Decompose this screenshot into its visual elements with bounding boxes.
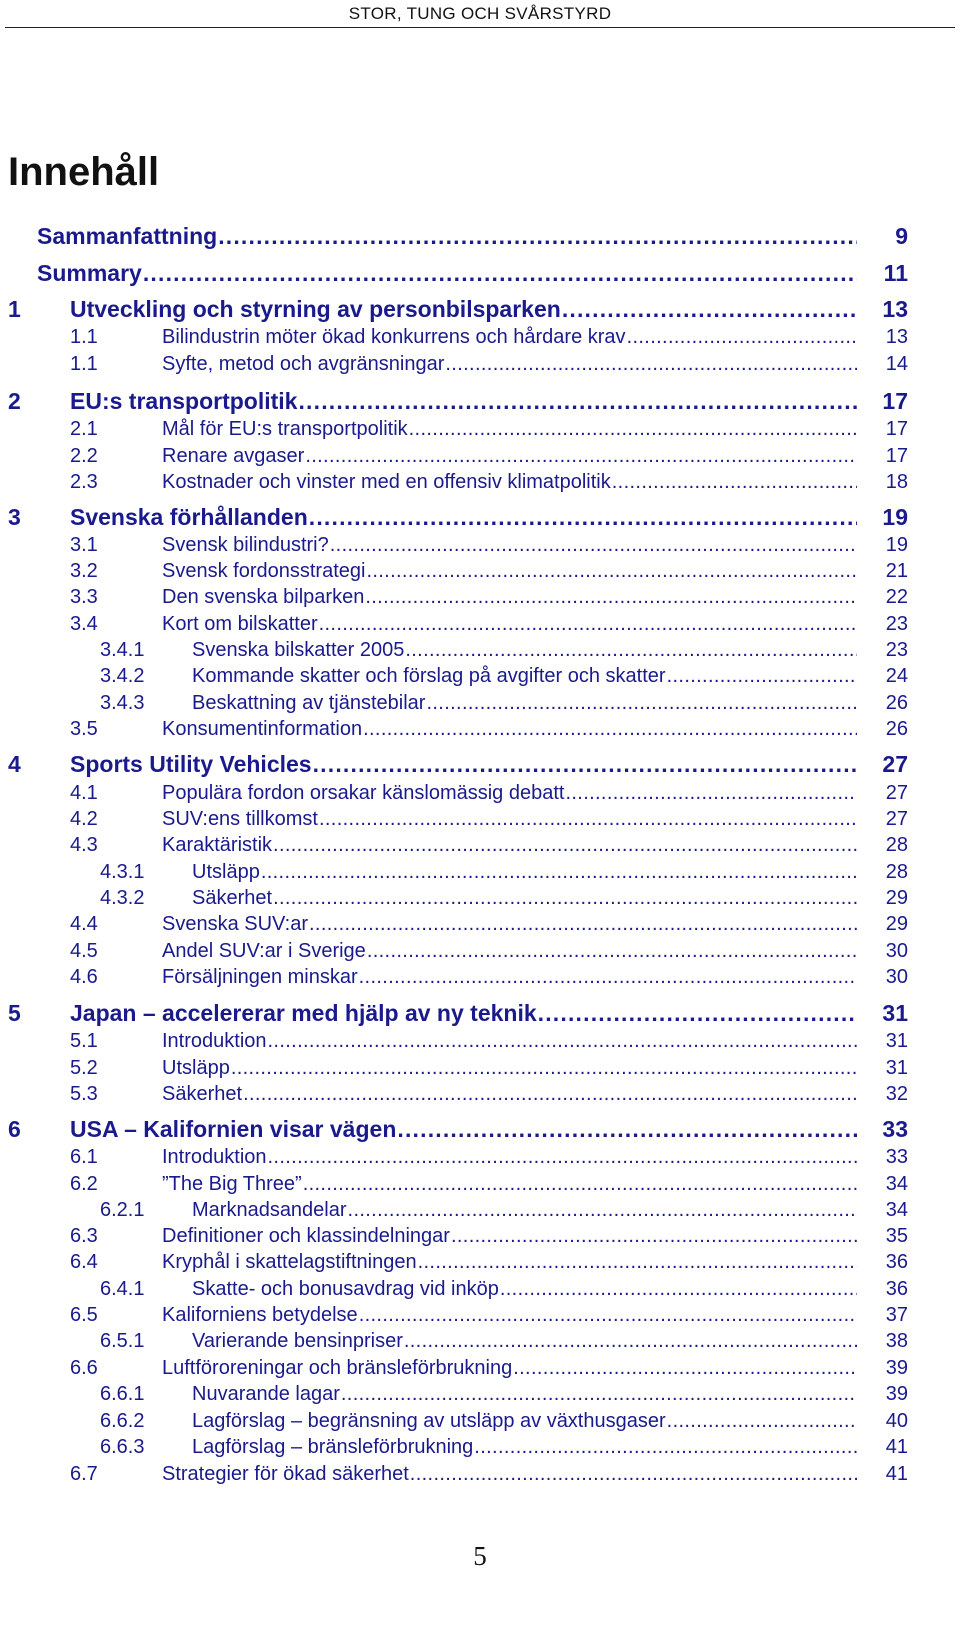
header-rule <box>5 27 955 28</box>
toc-entry-number: 5 <box>8 1000 21 1026</box>
toc-leader-dots <box>319 613 857 636</box>
toc-entry-label: Svensk fordonsstrategi <box>162 560 366 582</box>
toc-entry[interactable] <box>0 1246 960 1274</box>
toc-entry-label: Lagförslag – begränsning av utsläpp av växthusgaser <box>192 1410 666 1432</box>
toc-entry-number: 6 <box>8 1116 21 1142</box>
toc-entry-number: 4.4 <box>70 913 98 935</box>
toc-leader-dots <box>426 692 857 715</box>
toc-entry-page: 19 <box>882 504 908 530</box>
toc-entry-label: Definitioner och klassindelningar <box>162 1225 450 1247</box>
toc-entry-number: 5.3 <box>70 1083 98 1105</box>
toc-entry-label: Strategier för ökad säkerhet <box>162 1463 409 1485</box>
toc-entry-number: 1.1 <box>70 326 98 348</box>
toc-entry-label: Utsläpp <box>162 1057 230 1079</box>
toc-entry[interactable] <box>0 803 960 831</box>
toc-entry[interactable] <box>0 634 960 662</box>
toc-entry-label: Syfte, metod och avgränsningar <box>162 353 445 375</box>
toc-entry-label: Nuvarande lagar <box>192 1383 340 1405</box>
toc-entry-page: 32 <box>885 1083 908 1105</box>
toc-leader-dots <box>366 560 857 583</box>
toc-entry[interactable] <box>0 1273 960 1301</box>
toc-entry-number: 3.2 <box>70 560 98 582</box>
toc-entry-number: 4.2 <box>70 808 98 830</box>
toc-leader-dots <box>562 296 857 323</box>
toc-entry[interactable] <box>0 291 960 323</box>
toc-entry[interactable] <box>0 529 960 557</box>
toc-leader-dots <box>231 1057 857 1080</box>
toc-entry[interactable] <box>0 1111 960 1143</box>
toc-entry-page: 36 <box>885 1278 908 1300</box>
toc-entry-label: Svensk bilindustri? <box>162 534 329 556</box>
toc-entry[interactable] <box>0 555 960 583</box>
toc-entry[interactable] <box>0 1352 960 1380</box>
toc-leader-dots <box>305 445 857 468</box>
toc-entry[interactable] <box>0 413 960 441</box>
toc-entry-number: 3.3 <box>70 586 98 608</box>
toc-entry-label: Renare avgaser <box>162 445 305 467</box>
toc-entry-page: 41 <box>885 1463 908 1485</box>
toc-entry-label: Mål för EU:s transportpolitik <box>162 418 408 440</box>
toc-entry[interactable] <box>0 1141 960 1169</box>
toc-entry-page: 23 <box>885 639 908 661</box>
toc-entry-page: 24 <box>885 665 908 687</box>
toc-entry[interactable] <box>0 1299 960 1327</box>
toc-entry-page: 30 <box>885 966 908 988</box>
toc-leader-dots <box>405 639 857 662</box>
toc-entry-label: Kryphål i skattelagstiftningen <box>162 1251 417 1273</box>
toc-leader-dots <box>143 260 857 287</box>
toc-leader-dots <box>261 861 857 884</box>
running-header: STOR, TUNG OCH SVÅRSTYRD <box>348 4 612 23</box>
toc-entry-page: 33 <box>882 1116 908 1142</box>
toc-entry-number: 4.3.2 <box>100 887 145 909</box>
toc-entry-page: 34 <box>885 1199 908 1221</box>
toc-entry-label: Marknadsandelar <box>192 1199 347 1221</box>
toc-leader-dots <box>341 1383 857 1406</box>
toc-entry-label: Svenska bilskatter 2005 <box>192 639 405 661</box>
toc-entry-number: 4.6 <box>70 966 98 988</box>
toc-entry-label: Den svenska bilparken <box>162 586 365 608</box>
toc-entry[interactable] <box>0 995 960 1027</box>
toc-leader-dots <box>243 1083 857 1106</box>
toc-entry-page: 23 <box>885 613 908 635</box>
toc-entry-label: Luftföroreningar och bränsleförbrukning <box>162 1357 513 1379</box>
toc-leader-dots <box>397 1116 857 1143</box>
toc-entry-label: Sports Utility Vehicles <box>70 751 312 777</box>
toc-entry[interactable] <box>0 321 960 349</box>
toc-entry-number: 6.5 <box>70 1304 98 1326</box>
page-number: 5 <box>473 1541 487 1571</box>
toc-entry-page: 18 <box>885 471 908 493</box>
toc-entry-label: Karaktäristik <box>162 834 273 856</box>
toc-leader-dots <box>303 1173 857 1196</box>
toc-entry-page: 26 <box>885 718 908 740</box>
toc-entry-label: Kort om bilskatter <box>162 613 318 635</box>
toc-entry[interactable] <box>0 713 960 741</box>
toc-leader-dots <box>500 1278 857 1301</box>
toc-entry-number: 3.4.2 <box>100 665 145 687</box>
toc-leader-dots <box>273 887 857 910</box>
toc-entry-number: 6.1 <box>70 1146 98 1168</box>
toc-entry[interactable] <box>0 1025 960 1053</box>
toc-entry-page: 31 <box>885 1030 908 1052</box>
toc-entry-page: 36 <box>885 1251 908 1273</box>
toc-entry-page: 27 <box>882 751 908 777</box>
toc-entry-number: 6.6.3 <box>100 1436 145 1458</box>
toc-entry[interactable] <box>0 1431 960 1459</box>
toc-entry-number: 1.1 <box>70 353 98 375</box>
toc-leader-dots <box>359 966 857 989</box>
toc-entry-number: 6.7 <box>70 1463 98 1485</box>
toc-entry-number: 6.5.1 <box>100 1330 145 1352</box>
toc-entry-page: 29 <box>885 913 908 935</box>
toc-entry-label: USA – Kalifornien visar vägen <box>70 1116 397 1142</box>
toc-leader-dots <box>319 808 857 831</box>
toc-entry[interactable] <box>0 1378 960 1406</box>
toc-entry-number: 3.4 <box>70 613 98 635</box>
toc-leader-dots <box>268 1030 857 1053</box>
toc-leader-dots <box>418 1251 857 1274</box>
toc-entry-label: ”The Big Three” <box>162 1173 302 1195</box>
toc-entry[interactable] <box>0 1078 960 1106</box>
toc-entry[interactable] <box>0 935 960 963</box>
toc-entry-number: 5.2 <box>70 1057 98 1079</box>
toc-entry-number: 5.1 <box>70 1030 98 1052</box>
toc-leader-dots <box>627 326 857 349</box>
toc-leader-dots <box>565 782 857 805</box>
toc-entry-number: 2.1 <box>70 418 98 440</box>
toc-entry-number: 4.3 <box>70 834 98 856</box>
toc-entry-label: Beskattning av tjänstebilar <box>192 692 426 714</box>
toc-leader-dots <box>348 1199 857 1222</box>
toc-entry-number: 1 <box>8 296 21 322</box>
toc-entry-page: 14 <box>885 353 908 375</box>
toc-entry-page: 26 <box>885 692 908 714</box>
toc-entry-page: 40 <box>885 1410 908 1432</box>
toc-entry-label: Utveckling och styrning av personbilsparken <box>70 296 561 322</box>
toc-entry-page: 22 <box>885 586 908 608</box>
toc-leader-dots <box>474 1436 857 1459</box>
toc-entry-page: 17 <box>885 418 908 440</box>
toc-leader-dots <box>330 534 857 557</box>
toc-entry[interactable] <box>0 1052 960 1080</box>
toc-entry-label: SUV:ens tillkomst <box>162 808 318 830</box>
toc-entry-page: 19 <box>885 534 908 556</box>
toc-entry-page: 31 <box>885 1057 908 1079</box>
toc-entry-number: 3.1 <box>70 534 98 556</box>
toc-entry-label: Svenska förhållanden <box>70 504 308 530</box>
toc-entry[interactable] <box>0 687 960 715</box>
toc-leader-dots <box>309 913 857 936</box>
toc-entry-label: Introduktion <box>162 1030 267 1052</box>
toc-entry-number: 4.5 <box>70 940 98 962</box>
toc-entry[interactable] <box>0 348 960 376</box>
toc-entry-number: 3.4.1 <box>100 639 145 661</box>
toc-entry-page: 28 <box>885 834 908 856</box>
toc-entry-label: Försäljningen minskar <box>162 966 358 988</box>
toc-entry-number: 6.3 <box>70 1225 98 1247</box>
toc-leader-dots <box>218 223 857 250</box>
toc-leader-dots <box>513 1357 857 1380</box>
toc-entry[interactable] <box>0 1458 960 1486</box>
toc-entry-page: 13 <box>882 296 908 322</box>
toc-entry-number: 6.6 <box>70 1357 98 1379</box>
toc-entry-page: 31 <box>882 1000 908 1026</box>
toc-entry-label: Varierande bensinpriser <box>192 1330 403 1352</box>
toc-entry-page: 38 <box>885 1330 908 1352</box>
toc-entry-label: Populära fordon orsakar känslomässig debatt <box>162 782 565 804</box>
toc-entry-number: 3.4.3 <box>100 692 145 714</box>
toc-entry-page: 30 <box>885 940 908 962</box>
toc-entry-label: Japan – accelererar med hjälp av ny teknik <box>70 1000 537 1026</box>
toc-entry-label: Utsläpp <box>192 861 260 883</box>
toc-entry[interactable] <box>0 255 960 287</box>
toc-leader-dots <box>367 940 857 963</box>
toc-entry-page: 41 <box>885 1436 908 1458</box>
toc-entry-label: Introduktion <box>162 1146 267 1168</box>
toc-entry-page: 28 <box>885 861 908 883</box>
toc-entry-number: 6.6.1 <box>100 1383 145 1405</box>
toc-leader-dots <box>309 504 857 531</box>
toc-entry-label: Bilindustrin möter ökad konkurrens och hårdare krav <box>162 326 626 348</box>
toc-entry[interactable] <box>0 1220 960 1248</box>
toc-leader-dots <box>410 1463 857 1486</box>
toc-entry-label: Kommande skatter och förslag på avgifter och skatter <box>192 665 666 687</box>
toc-entry-number: 4.1 <box>70 782 98 804</box>
toc-entry-page: 21 <box>885 560 908 582</box>
toc-leader-dots <box>359 1304 857 1327</box>
toc-entry-number: 2.3 <box>70 471 98 493</box>
toc-entry-label: Summary <box>37 260 142 286</box>
toc-entry[interactable] <box>0 908 960 936</box>
toc-entry-number: 2.2 <box>70 445 98 467</box>
toc-entry[interactable] <box>0 466 960 494</box>
toc-entry-label: Kaliforniens betydelse <box>162 1304 358 1326</box>
toc-leader-dots <box>612 471 857 494</box>
toc-entry-label: Andel SUV:ar i Sverige <box>162 940 366 962</box>
toc-entry-number: 6.2 <box>70 1173 98 1195</box>
toc-entry-number: 3.5 <box>70 718 98 740</box>
toc-entry[interactable] <box>0 746 960 778</box>
toc-entry-page: 17 <box>882 388 908 414</box>
toc-leader-dots <box>404 1330 857 1353</box>
toc-entry-label: Skatte- och bonusavdrag vid inköp <box>192 1278 499 1300</box>
toc-entry-number: 6.2.1 <box>100 1199 145 1221</box>
toc-entry-label: Säkerhet <box>162 1083 243 1105</box>
toc-leader-dots <box>273 834 857 857</box>
toc-entry[interactable] <box>0 440 960 468</box>
toc-leader-dots <box>363 718 857 741</box>
toc-entry-page: 39 <box>885 1357 908 1379</box>
toc-entry[interactable] <box>0 1405 960 1433</box>
toc-entry-number: 2 <box>8 388 21 414</box>
toc-entry-number: 3 <box>8 504 21 530</box>
page-title: Innehåll <box>8 150 160 194</box>
toc-entry[interactable] <box>0 499 960 531</box>
toc-entry[interactable] <box>0 1168 960 1196</box>
toc-leader-dots <box>538 1000 857 1027</box>
toc-leader-dots <box>409 418 857 441</box>
toc-leader-dots <box>667 665 857 688</box>
toc-entry[interactable] <box>0 777 960 805</box>
toc-leader-dots <box>365 586 857 609</box>
toc-entry[interactable] <box>0 581 960 609</box>
toc-entry[interactable] <box>0 961 960 989</box>
toc-entry[interactable] <box>0 882 960 910</box>
toc-leader-dots <box>451 1225 857 1248</box>
toc-entry-page: 39 <box>885 1383 908 1405</box>
toc-entry[interactable] <box>0 856 960 884</box>
toc-entry-page: 13 <box>885 326 908 348</box>
toc-entry-page: 17 <box>885 445 908 467</box>
toc-entry-page: 33 <box>885 1146 908 1168</box>
toc-entry-label: Lagförslag – bränsleförbrukning <box>192 1436 474 1458</box>
toc-entry-label: Konsumentinformation <box>162 718 363 740</box>
toc-entry[interactable] <box>0 608 960 636</box>
toc-entry-page: 37 <box>885 1304 908 1326</box>
toc-entry[interactable] <box>0 383 960 415</box>
toc-entry-label: Kostnader och vinster med en offensiv klimatpolitik <box>162 471 611 493</box>
toc-leader-dots <box>667 1410 857 1433</box>
toc-entry[interactable] <box>0 1194 960 1222</box>
toc-leader-dots <box>268 1146 857 1169</box>
toc-entry-page: 29 <box>885 887 908 909</box>
toc-entry-page: 11 <box>883 260 908 286</box>
toc-entry-label: EU:s transportpolitik <box>70 388 298 414</box>
toc-entry[interactable] <box>0 829 960 857</box>
toc-entry[interactable] <box>0 660 960 688</box>
toc-entry-label: Svenska SUV:ar <box>162 913 308 935</box>
toc-entry-number: 6.4.1 <box>100 1278 145 1300</box>
toc-entry-number: 6.4 <box>70 1251 98 1273</box>
toc-entry-page: 27 <box>885 782 908 804</box>
toc-entry-label: Sammanfattning <box>37 223 218 249</box>
toc-entry-page: 9 <box>895 223 908 249</box>
toc-entry-number: 4.3.1 <box>100 861 145 883</box>
toc-entry[interactable] <box>0 1325 960 1353</box>
toc-entry-label: Säkerhet <box>192 887 273 909</box>
toc-entry[interactable] <box>0 218 960 250</box>
toc-leader-dots <box>445 353 857 376</box>
toc-leader-dots <box>298 388 857 415</box>
toc-entry-number: 4 <box>8 751 21 777</box>
toc-entry-page: 35 <box>885 1225 908 1247</box>
toc-entry-page: 34 <box>885 1173 908 1195</box>
toc-entry-page: 27 <box>885 808 908 830</box>
toc-entry-number: 6.6.2 <box>100 1410 145 1432</box>
toc-leader-dots <box>313 751 857 778</box>
